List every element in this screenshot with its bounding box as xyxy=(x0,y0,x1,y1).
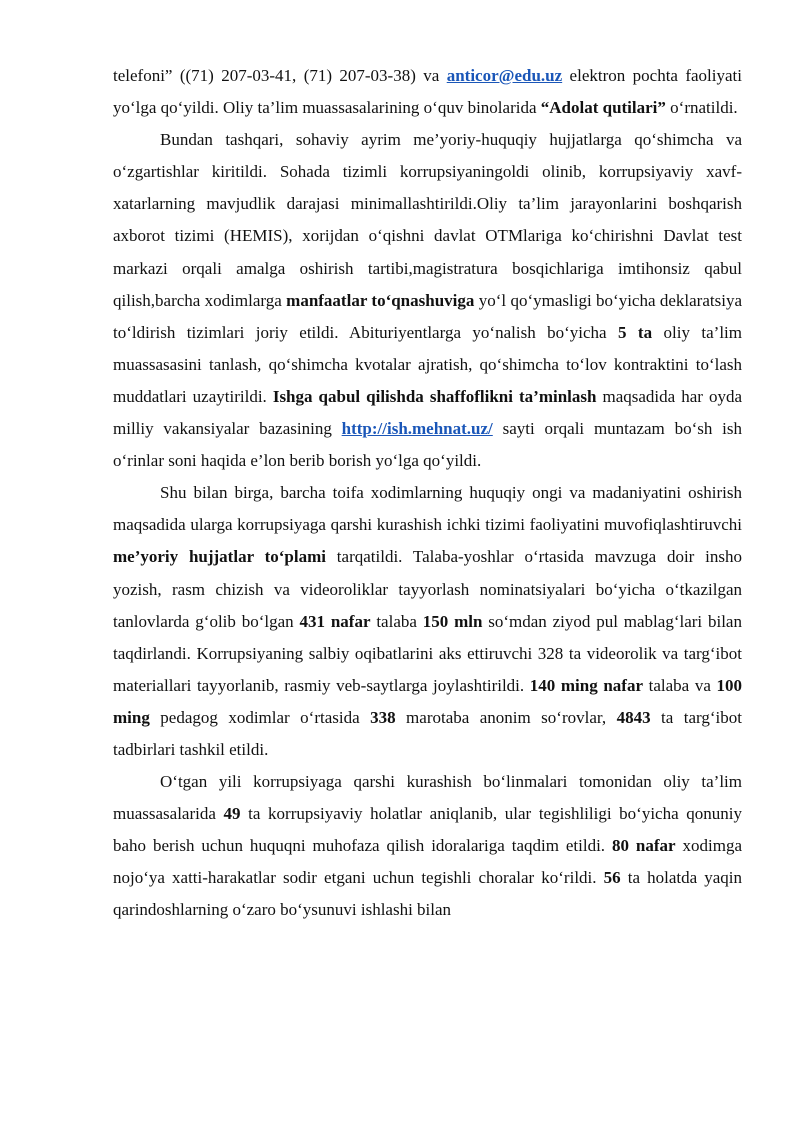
text-run: so‘mdan ziyod pul mablag‘lari bilan taqdirlandi. Korrupsiyaning salbiy oqibatlarini aks ettiruvchi 328 ta videorolik va targ‘ibot materiallari tayyorlanib, rasmiy veb-saytlarga joylashtirildi. xyxy=(113,611,742,695)
text-run: talaba va xyxy=(643,675,717,695)
text-run: ta korrupsiyaviy holatlar aniqlanib, ular tegishliligi bo‘yicha qonuniy baho berish uchun huquqni muhofaza qilish idoralariga taqdim etildi. xyxy=(113,804,742,856)
text-run: telefoni” ((71) 207-03-41, (71) 207-03-38) va xyxy=(113,66,447,85)
text-run: xodimga nojo‘ya xatti-harakatlar sodir etgani uchun tegishli choralar ko‘rildi. xyxy=(113,836,742,888)
bold-run: 150 mln xyxy=(422,611,483,631)
text-run: ta holatda yaqin qarindoshlarning o‘zaro bo‘ysunuvi ishlashi bilan xyxy=(113,868,742,920)
bold-run: 338 xyxy=(370,707,396,727)
text-run: o‘rnatildi. xyxy=(665,98,738,118)
paragraph-1 xyxy=(113,60,742,124)
text-run: ta targ‘ibot tadbirlari tashkil etildi. xyxy=(113,707,742,759)
bold-run: me’yoriy hujjatlar to‘plami xyxy=(113,547,326,567)
text-run: Shu bilan birga, barcha toifa xodimlarning huquqiy ongi va madaniyatini oshirish maqsadida ularga korrupsiyaga qarshi kurashish ichki tizimi faoliyatini muvofiqlashtiruvchi xyxy=(113,483,742,535)
bold-run: 4843 xyxy=(616,707,651,727)
bold-run: 80 nafar xyxy=(611,836,676,856)
bold-run: 140 ming nafar xyxy=(529,675,643,695)
text-run: maqsadida har oyda milliy vakansiyalar bazasining xyxy=(113,386,743,439)
bold-run: 49 xyxy=(223,804,241,824)
text-run: yo‘l qo‘ymasligi bo‘yicha deklaratsiya to‘ldirish tizimlari joriy etildi. Abituriyentlarga yo‘nalish bo‘yicha xyxy=(113,290,742,342)
text-run: marotaba anonim so‘rovlar, xyxy=(395,707,617,727)
bold-run: 431 nafar xyxy=(299,611,371,631)
email-link-anticor[interactable]: anticor@edu.uz xyxy=(446,66,563,85)
bold-run: 100 ming xyxy=(113,675,742,727)
bold-run: “Adolat qutilari” xyxy=(540,98,666,118)
text-run: talaba xyxy=(370,611,423,631)
text-run: Bundan tashqari, sohaviy ayrim me’yoriy-huquqiy hujjatlarga qo‘shimcha va o‘zgartishlar kiritildi. Sohada tizimli korrupsiyaningoldi olinib, korrupsiyaviy xavf-xatarlarning mavjudlik darajasi minimallashtirildi.Oliy ta’lim jarayonlarini boshqarish axborot tizimi (HEMIS), xorijdan o‘qishni davlat OTMlariga ko‘chirishni Davlat test markazi orqali amalga oshirish tartibi,magistratura bosqichlariga imtihonsiz qabul qilish,barcha xodimlarga xyxy=(113,130,742,310)
text-run: sayti orqali muntazam bo‘sh ish o‘rinlar soni haqida e’lon berib borish yo‘lga qo‘yildi. xyxy=(113,419,742,471)
text-run: oliy ta’lim muassasasini tanlash, qo‘shimcha kvotalar ajratish, qo‘shimcha to‘lov kontraktini to‘lash muddatlari uzaytirildi. xyxy=(113,322,742,406)
document-page xyxy=(113,60,742,927)
bold-run: 5 ta xyxy=(618,322,653,342)
bold-run: manfaatlar to‘qnashuviga xyxy=(286,290,475,310)
text-run: elektron pochta faoliyati yo‘lga qo‘yildi. Oliy ta’lim muassasalarining o‘quv binolarida xyxy=(113,66,742,118)
bold-run: Ishga qabul qilishda shaffoflikni ta’minlash xyxy=(272,386,597,406)
url-link-ish-mehnat[interactable]: http://ish.mehnat.uz/ xyxy=(341,419,493,439)
bold-run: 56 xyxy=(603,868,621,888)
paragraph-3 xyxy=(113,477,742,766)
paragraph-4 xyxy=(113,766,742,926)
text-run: O‘tgan yili korrupsiyaga qarshi kurashish bo‘linmalari tomonidan oliy ta’lim muassasalarida xyxy=(113,772,742,824)
text-run: pedagog xodimlar o‘rtasida xyxy=(149,707,371,727)
text-run: tarqatildi. Talaba-yoshlar o‘rtasida mavzuga doir insho yozish, rasm chizish va videoroliklar tayyorlash nominatsiyalari bo‘yicha o‘tkazilgan tanlovlarda g‘olib bo‘lgan xyxy=(113,547,742,631)
paragraph-2 xyxy=(113,124,742,477)
